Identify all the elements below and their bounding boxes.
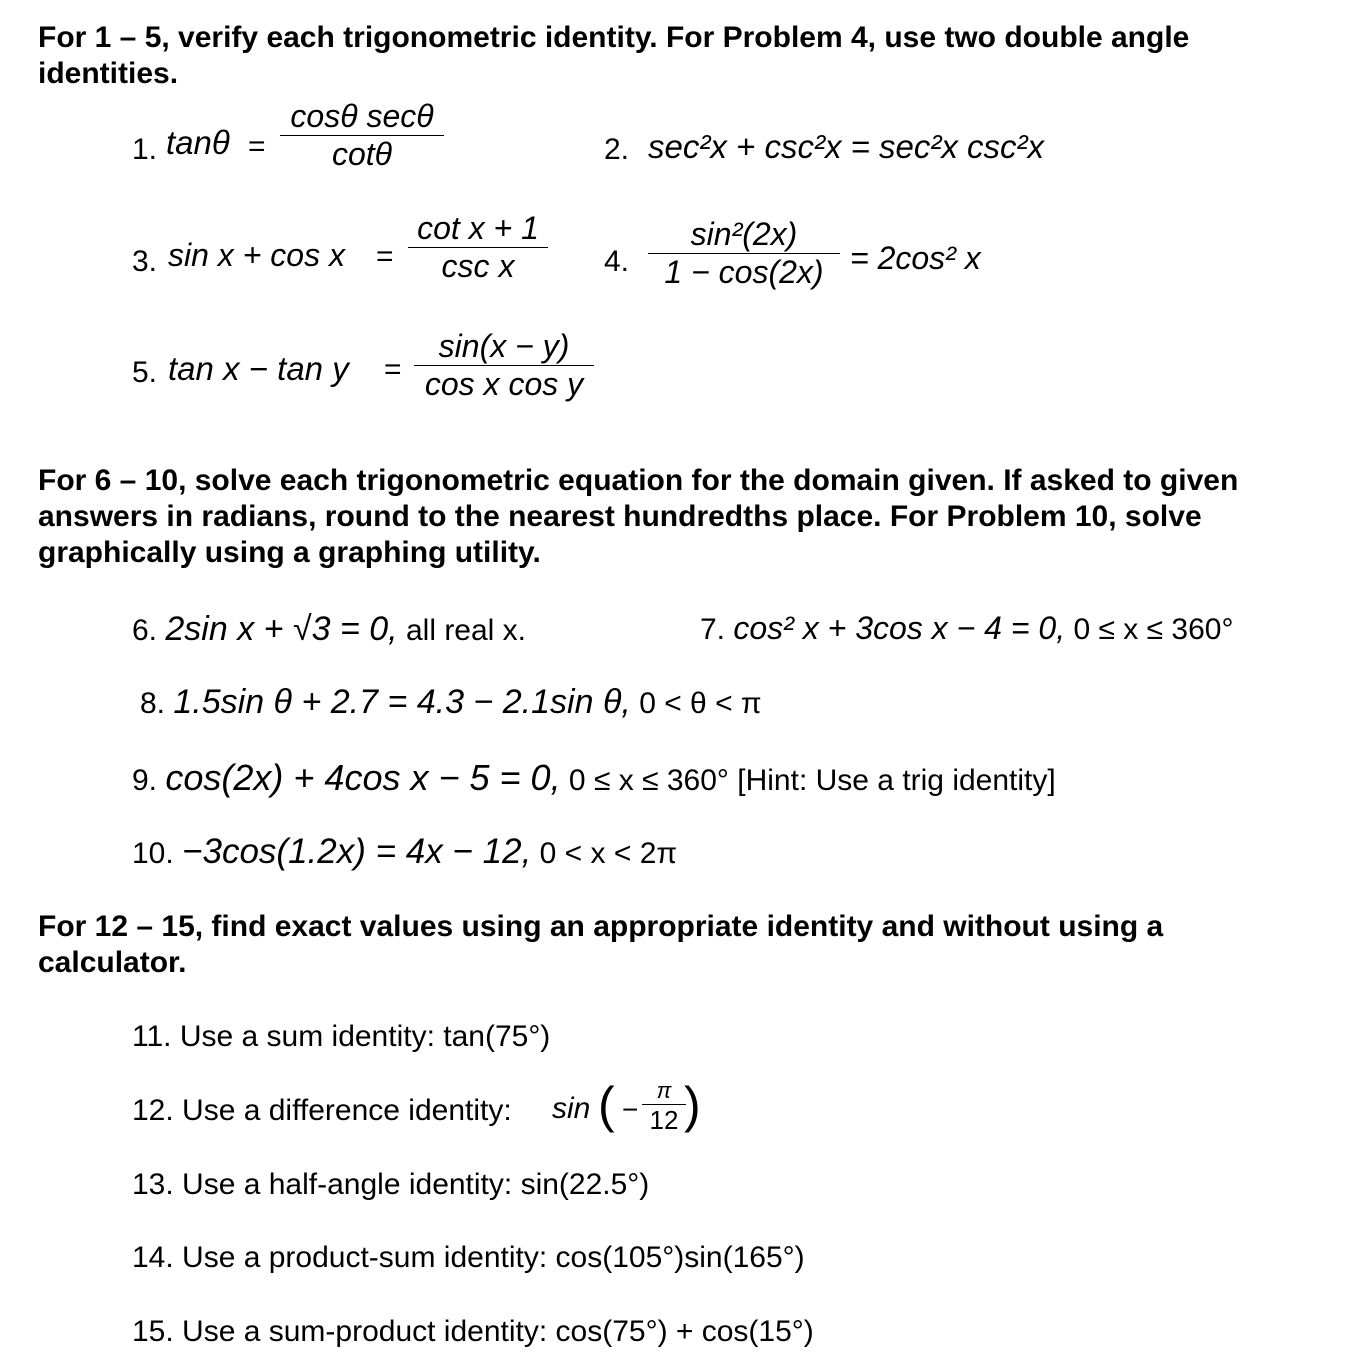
problem-12-function: sin <box>552 1092 591 1125</box>
section-2-heading <box>38 463 1238 571</box>
section-3-line-1: For 12 – 15, find exact values using an appropriate identity and without using a <box>38 910 1164 943</box>
problem-12-fraction <box>642 1078 686 1136</box>
problem-12-paren-right: ) <box>684 1077 701 1133</box>
problem-3-numerator: cot x + 1 <box>417 210 539 246</box>
section-2-line-2: answers in radians, round to the nearest hundredths place. For Problem 10, solve <box>38 500 1202 533</box>
problem-12-paren-left: ( <box>598 1077 615 1133</box>
problem-1-number: 1. <box>132 133 158 166</box>
problem-7 <box>700 610 1233 647</box>
problem-12-minus: − <box>622 1094 639 1125</box>
section-3-heading <box>38 909 1163 981</box>
section-1-heading <box>38 20 1189 92</box>
problem-8-domain: 0 < θ < π <box>639 687 762 720</box>
problem-12-fraction-numerator: π <box>656 1078 672 1103</box>
problem-8-number: 8. <box>140 687 166 720</box>
problem-9-equation: cos(2x) + 4cos x − 5 = 0, <box>165 757 561 798</box>
section-2-line-1: For 6 – 10, solve each trigonometric equation for the domain given. If asked to given <box>38 464 1239 497</box>
problem-4-denominator: 1 − cos(2x) <box>648 253 840 291</box>
problem-5-equals: = <box>384 353 402 386</box>
problem-7-number: 7. <box>700 613 726 646</box>
problem-5-fraction <box>414 328 594 403</box>
problem-15: 15. Use a sum-product identity: cos(75°) + cos(15°) <box>132 1315 814 1348</box>
problem-9 <box>132 757 1056 799</box>
problem-10-domain: 0 < x < 2π <box>539 837 678 870</box>
problem-3-number: 3. <box>132 245 158 278</box>
problem-5-lhs: tan x − tan y <box>168 350 349 387</box>
problem-1-denominator: cotθ <box>280 135 444 173</box>
problem-6-number: 6. <box>132 614 158 647</box>
problem-3-equals: = <box>376 240 394 273</box>
problem-1-fraction <box>280 98 444 173</box>
problem-6-equation: 2sin x + √3 = 0, <box>165 610 398 648</box>
problem-4-numerator: sin²(2x) <box>690 216 798 252</box>
problem-12-fraction-denominator: 12 <box>642 1104 686 1136</box>
problem-6 <box>132 610 526 649</box>
problem-4-fraction <box>648 216 840 291</box>
section-2-line-3: graphically using a graphing utility. <box>38 536 541 569</box>
problem-1-equals: = <box>248 130 266 163</box>
problem-7-equation: cos² x + 3cos x − 4 = 0, <box>733 610 1066 646</box>
problem-3-denominator: csc x <box>408 247 548 285</box>
problem-5-denominator: cos x cos y <box>414 365 594 403</box>
problem-9-number: 9. <box>132 764 158 797</box>
problem-2-equation: sec²x + csc²x = sec²x csc²x <box>648 128 1045 165</box>
problem-3-lhs: sin x + cos x <box>168 237 345 273</box>
problem-1-lhs: tanθ <box>166 124 230 161</box>
problem-8-equation: 1.5sin θ + 2.7 = 4.3 − 2.1sin θ, <box>173 683 631 721</box>
problem-10-number: 10. <box>132 837 174 870</box>
section-1-line-1: For 1 – 5, verify each trigonometric identity. For Problem 4, use two double angle <box>38 21 1190 54</box>
problem-10 <box>132 832 677 872</box>
problem-12-label: 12. Use a difference identity: <box>132 1094 512 1127</box>
problem-2-number: 2. <box>604 133 630 166</box>
section-1-line-2: identities. <box>38 57 179 90</box>
problem-11: 11. Use a sum identity: tan(75°) <box>132 1020 551 1053</box>
problem-7-domain: 0 ≤ x ≤ 360° <box>1073 613 1234 646</box>
problem-1-numerator: cosθ secθ <box>290 98 434 134</box>
problem-5-numerator: sin(x − y) <box>438 328 570 364</box>
problem-13: 13. Use a half-angle identity: sin(22.5°) <box>132 1168 650 1201</box>
problem-8 <box>140 683 762 722</box>
problem-9-domain: 0 ≤ x ≤ 360° [Hint: Use a trig identity] <box>568 764 1056 797</box>
problem-6-domain: all real x. <box>405 614 527 647</box>
problem-3-fraction <box>408 210 548 285</box>
problem-4-number: 4. <box>604 245 630 278</box>
problem-14: 14. Use a product-sum identity: cos(105°)sin(165°) <box>132 1241 805 1274</box>
problem-4-rhs: = 2cos² x <box>850 240 981 276</box>
section-3-line-2: calculator. <box>38 946 187 979</box>
problem-5-number: 5. <box>132 356 158 389</box>
problem-10-equation: −3cos(1.2x) = 4x − 12, <box>182 832 532 871</box>
